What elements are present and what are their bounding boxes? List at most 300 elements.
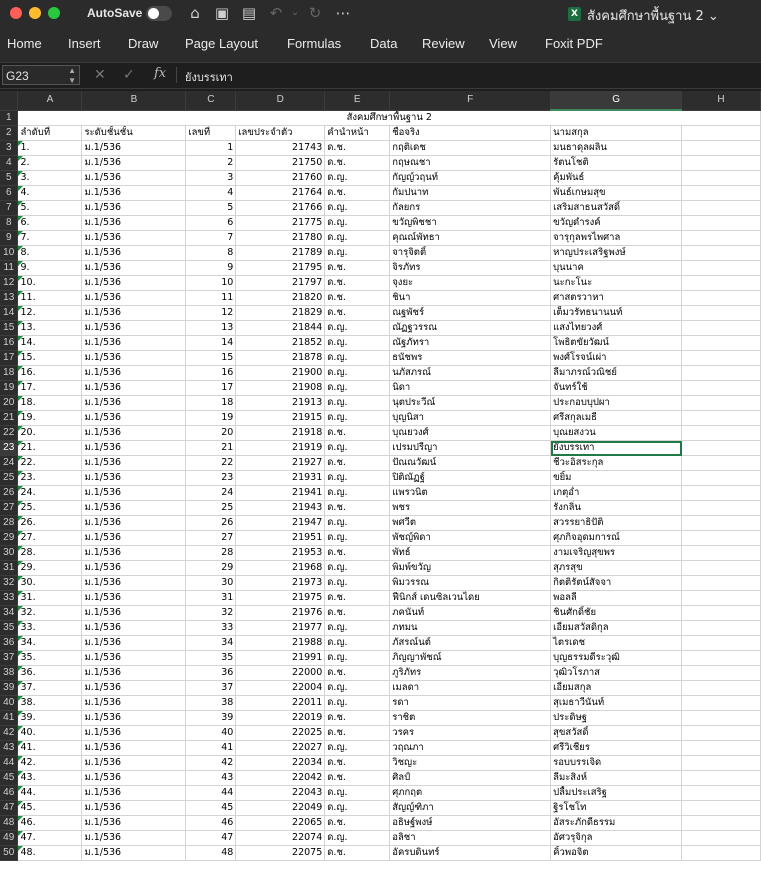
cell[interactable]: ด.ช.: [325, 291, 390, 306]
row-header[interactable]: 3: [0, 141, 18, 156]
cell[interactable]: ประดิษฐ: [551, 711, 682, 726]
cell[interactable]: [682, 606, 761, 621]
cell[interactable]: กัญญ์วฤนท์: [390, 171, 551, 186]
cell[interactable]: บุณยสงวน: [551, 426, 682, 441]
cell[interactable]: 20: [186, 426, 236, 441]
cell[interactable]: 41.: [18, 741, 82, 756]
row-header[interactable]: 42: [0, 726, 18, 741]
cell[interactable]: รังกลิ่น: [551, 501, 682, 516]
cell[interactable]: 25.: [18, 501, 82, 516]
cell[interactable]: รัตนโชติ: [551, 156, 682, 171]
cell[interactable]: เอี่ยมสวัสดิกุล: [551, 621, 682, 636]
cell[interactable]: ม.1/536: [82, 816, 186, 831]
cell[interactable]: ณัฏฐวรรณ: [390, 321, 551, 336]
cell[interactable]: ด.ญ.: [325, 351, 390, 366]
cell[interactable]: 21918: [236, 426, 325, 441]
cell[interactable]: ด.ช.: [325, 591, 390, 606]
cell[interactable]: 22034: [236, 756, 325, 771]
cell[interactable]: ด.ญ.: [325, 621, 390, 636]
cell[interactable]: ม.1/536: [82, 591, 186, 606]
save-icon[interactable]: ▣: [214, 4, 230, 22]
cell[interactable]: [682, 246, 761, 261]
cell[interactable]: 36.: [18, 666, 82, 681]
cell[interactable]: ม.1/536: [82, 336, 186, 351]
cell[interactable]: [682, 561, 761, 576]
row-header[interactable]: 12: [0, 276, 18, 291]
row-header[interactable]: 45: [0, 771, 18, 786]
cell[interactable]: ด.ญ.: [325, 321, 390, 336]
menu-draw[interactable]: Draw: [128, 36, 159, 51]
zoom-window-icon[interactable]: [48, 7, 60, 19]
cell[interactable]: นภัสภรณ์: [390, 366, 551, 381]
cell[interactable]: 19: [186, 411, 236, 426]
cell[interactable]: ม.1/536: [82, 456, 186, 471]
cell[interactable]: 11: [186, 291, 236, 306]
cell[interactable]: 3.: [18, 171, 82, 186]
cell[interactable]: พัชญ์พิดา: [390, 531, 551, 546]
cell[interactable]: [682, 411, 761, 426]
cell[interactable]: 21878: [236, 351, 325, 366]
cell[interactable]: 2: [186, 156, 236, 171]
cell[interactable]: 1: [186, 141, 236, 156]
cell[interactable]: แสงไทยวงศ์: [551, 321, 682, 336]
header-cell[interactable]: ลำดับที่: [18, 126, 82, 141]
cell[interactable]: [682, 516, 761, 531]
cell[interactable]: 22004: [236, 681, 325, 696]
cell[interactable]: 4.: [18, 186, 82, 201]
cell[interactable]: งามเจริญสุขพร: [551, 546, 682, 561]
cancel-formula-icon[interactable]: ✕: [94, 67, 106, 83]
cell[interactable]: 48.: [18, 846, 82, 861]
row-header[interactable]: 9: [0, 231, 18, 246]
cell[interactable]: 13.: [18, 321, 82, 336]
cell[interactable]: ปลื้มประเสริฐ: [551, 786, 682, 801]
cell[interactable]: 5: [186, 201, 236, 216]
document-title[interactable]: สังคมศึกษาพื้นฐาน 2 ⌄: [587, 9, 719, 24]
undo-dropdown-icon[interactable]: ⌄: [290, 7, 300, 18]
cell[interactable]: ม.1/536: [82, 801, 186, 816]
cell[interactable]: 28: [186, 546, 236, 561]
cell[interactable]: 7.: [18, 231, 82, 246]
row-header[interactable]: 11: [0, 261, 18, 276]
cell[interactable]: ม.1/536: [82, 306, 186, 321]
cell[interactable]: 22042: [236, 771, 325, 786]
cell[interactable]: ลีมะสิงห์: [551, 771, 682, 786]
menu-foxit-pdf[interactable]: Foxit PDF: [545, 36, 603, 51]
cell[interactable]: ม.1/536: [82, 711, 186, 726]
cell[interactable]: 21991: [236, 651, 325, 666]
cell[interactable]: 6: [186, 216, 236, 231]
cell[interactable]: ด.ช.: [325, 141, 390, 156]
column-header-d[interactable]: D: [236, 91, 325, 110]
cell[interactable]: ศรีสกุลเมธี: [551, 411, 682, 426]
cell[interactable]: วฤณภา: [390, 741, 551, 756]
cell[interactable]: ด.ญ.: [325, 201, 390, 216]
cell[interactable]: กฤติเดช: [390, 141, 551, 156]
row-header[interactable]: 31: [0, 561, 18, 576]
cell[interactable]: ม.1/536: [82, 396, 186, 411]
redo-icon[interactable]: ↻: [308, 4, 322, 22]
row-header[interactable]: 14: [0, 306, 18, 321]
cell[interactable]: ม.1/536: [82, 351, 186, 366]
cell[interactable]: 21900: [236, 366, 325, 381]
cell[interactable]: ม.1/536: [82, 531, 186, 546]
cell[interactable]: ม.1/536: [82, 261, 186, 276]
cell[interactable]: ไตรเดช: [551, 636, 682, 651]
cell[interactable]: จิรภัทร: [390, 261, 551, 276]
cell[interactable]: 21852: [236, 336, 325, 351]
cell[interactable]: ด.ญ.: [325, 396, 390, 411]
cell[interactable]: ม.1/536: [82, 171, 186, 186]
cell[interactable]: กิตติรัตน์สัจจา: [551, 576, 682, 591]
cell[interactable]: 7: [186, 231, 236, 246]
cell[interactable]: [682, 666, 761, 681]
row-header[interactable]: 6: [0, 186, 18, 201]
cell[interactable]: 16: [186, 366, 236, 381]
cell[interactable]: 3: [186, 171, 236, 186]
cell[interactable]: ด.ญ.: [325, 561, 390, 576]
row-header[interactable]: 4: [0, 156, 18, 171]
cell[interactable]: 22027: [236, 741, 325, 756]
header-cell[interactable]: เลขประจำตัว: [236, 126, 325, 141]
cell[interactable]: กัมปนาท: [390, 186, 551, 201]
cell[interactable]: [682, 186, 761, 201]
cell[interactable]: 21775: [236, 216, 325, 231]
cell[interactable]: 26: [186, 516, 236, 531]
cell[interactable]: ม.1/536: [82, 231, 186, 246]
cell[interactable]: 45.: [18, 801, 82, 816]
row-header[interactable]: 24: [0, 456, 18, 471]
cell[interactable]: 10.: [18, 276, 82, 291]
cell[interactable]: 21968: [236, 561, 325, 576]
row-header[interactable]: 47: [0, 801, 18, 816]
row-header[interactable]: 21: [0, 411, 18, 426]
cell[interactable]: ด.ญ.: [325, 441, 390, 456]
row-header[interactable]: 19: [0, 381, 18, 396]
cell[interactable]: 21953: [236, 546, 325, 561]
cell[interactable]: ด.ญ.: [325, 381, 390, 396]
cell[interactable]: 37: [186, 681, 236, 696]
header-cell[interactable]: นามสกุล: [551, 126, 682, 141]
cell[interactable]: นุตประวีณ์: [390, 396, 551, 411]
cell[interactable]: ปิติณัฏฐ์: [390, 471, 551, 486]
cell[interactable]: 21908: [236, 381, 325, 396]
sheet-title-cell[interactable]: สังคมศึกษาพื้นฐาน 2: [18, 110, 761, 126]
cell[interactable]: ด.ญ.: [325, 471, 390, 486]
cell[interactable]: ม.1/536: [82, 636, 186, 651]
column-header-f[interactable]: F: [390, 91, 551, 110]
cell[interactable]: 23: [186, 471, 236, 486]
cell[interactable]: 21973: [236, 576, 325, 591]
row-header[interactable]: 30: [0, 546, 18, 561]
cell[interactable]: ด.ช.: [325, 456, 390, 471]
cell[interactable]: [682, 426, 761, 441]
cell[interactable]: 48: [186, 846, 236, 861]
cell[interactable]: 30: [186, 576, 236, 591]
row-header[interactable]: 40: [0, 696, 18, 711]
cell[interactable]: ม.1/536: [82, 441, 186, 456]
cell[interactable]: 34.: [18, 636, 82, 651]
cell[interactable]: ม.1/536: [82, 561, 186, 576]
cell[interactable]: บุญนิสา: [390, 411, 551, 426]
cell[interactable]: อัสระภักดีธรรม: [551, 816, 682, 831]
cell[interactable]: วุฒิวโรภาส: [551, 666, 682, 681]
cell[interactable]: 22000: [236, 666, 325, 681]
cell[interactable]: 28.: [18, 546, 82, 561]
cell[interactable]: 21927: [236, 456, 325, 471]
header-cell[interactable]: [682, 126, 761, 141]
cell[interactable]: เปรมปรีญา: [390, 441, 551, 456]
cell[interactable]: [682, 141, 761, 156]
row-header[interactable]: 44: [0, 756, 18, 771]
cell[interactable]: 13: [186, 321, 236, 336]
cell[interactable]: ศรีวิเชียร: [551, 741, 682, 756]
cell[interactable]: ด.ช.: [325, 426, 390, 441]
more-icon[interactable]: ⋯: [335, 4, 351, 22]
cell[interactable]: ธนัชพร: [390, 351, 551, 366]
cell[interactable]: 21943: [236, 501, 325, 516]
row-header[interactable]: 36: [0, 636, 18, 651]
cell[interactable]: 35: [186, 651, 236, 666]
cell[interactable]: 2.: [18, 156, 82, 171]
cell[interactable]: ม.1/536: [82, 291, 186, 306]
column-header-h[interactable]: H: [682, 91, 761, 110]
cell[interactable]: อธิษฐ์พงษ์: [390, 816, 551, 831]
cell[interactable]: สัญญ์ฑิภา: [390, 801, 551, 816]
cell[interactable]: 17: [186, 381, 236, 396]
cell[interactable]: ด.ญ.: [325, 681, 390, 696]
cell[interactable]: ด.ช.: [325, 756, 390, 771]
cell[interactable]: [682, 351, 761, 366]
cell[interactable]: ม.1/536: [82, 846, 186, 861]
cell[interactable]: ม.1/536: [82, 516, 186, 531]
cell[interactable]: ด.ญ.: [325, 531, 390, 546]
cell[interactable]: ม.1/536: [82, 216, 186, 231]
cell[interactable]: ม.1/536: [82, 471, 186, 486]
worksheet-grid[interactable]: [0, 91, 761, 872]
minimize-window-icon[interactable]: [29, 7, 41, 19]
cell[interactable]: ด.ช.: [325, 261, 390, 276]
menu-home[interactable]: Home: [7, 36, 42, 51]
cell[interactable]: [682, 711, 761, 726]
cell[interactable]: 38: [186, 696, 236, 711]
cell[interactable]: 29.: [18, 561, 82, 576]
cell[interactable]: 47.: [18, 831, 82, 846]
cell[interactable]: จารุกุลพรไพศาล: [551, 231, 682, 246]
row-header[interactable]: 49: [0, 831, 18, 846]
cell[interactable]: 27: [186, 531, 236, 546]
cell[interactable]: ด.ญ.: [325, 636, 390, 651]
cell[interactable]: 18: [186, 396, 236, 411]
cell[interactable]: ศาสตรวาหา: [551, 291, 682, 306]
cell[interactable]: [682, 576, 761, 591]
cell[interactable]: รดา: [390, 696, 551, 711]
header-cell[interactable]: ชื่อจริง: [390, 126, 551, 141]
cell[interactable]: 4: [186, 186, 236, 201]
cell[interactable]: 44: [186, 786, 236, 801]
cell[interactable]: 22075: [236, 846, 325, 861]
cell[interactable]: ขยิ้ม: [551, 471, 682, 486]
cell[interactable]: ม.1/536: [82, 681, 186, 696]
cell[interactable]: ด.ช.: [325, 306, 390, 321]
cell[interactable]: พงศ์โรจน์เผ่า: [551, 351, 682, 366]
cell[interactable]: ด.ช.: [325, 186, 390, 201]
cell[interactable]: วิชญะ: [390, 756, 551, 771]
cell[interactable]: 21820: [236, 291, 325, 306]
cell[interactable]: [682, 831, 761, 846]
row-header[interactable]: 39: [0, 681, 18, 696]
cell[interactable]: 31: [186, 591, 236, 606]
insert-function-icon[interactable]: fx: [154, 66, 167, 81]
cell[interactable]: เต็มวรัทธนานนท์: [551, 306, 682, 321]
menu-view[interactable]: View: [489, 36, 517, 51]
name-box-stepper-icon[interactable]: ▲ ▼: [68, 66, 76, 85]
cell[interactable]: เอี่ยมสกุล: [551, 681, 682, 696]
cell[interactable]: 17.: [18, 381, 82, 396]
cell[interactable]: ด.ช.: [325, 546, 390, 561]
cell[interactable]: [682, 696, 761, 711]
cell[interactable]: ด.ช.: [325, 606, 390, 621]
cell[interactable]: พอลลี: [551, 591, 682, 606]
cell[interactable]: [682, 306, 761, 321]
cell[interactable]: ภัสรณ์นต์: [390, 636, 551, 651]
row-header[interactable]: 48: [0, 816, 18, 831]
cell[interactable]: 21975: [236, 591, 325, 606]
cell[interactable]: [682, 726, 761, 741]
cell[interactable]: [682, 441, 761, 456]
cell[interactable]: [682, 231, 761, 246]
row-header[interactable]: 18: [0, 366, 18, 381]
cell[interactable]: ม.1/536: [82, 141, 186, 156]
header-cell[interactable]: คำนำหน้า: [325, 126, 390, 141]
cell[interactable]: 22025: [236, 726, 325, 741]
row-header[interactable]: 34: [0, 606, 18, 621]
cell[interactable]: [682, 156, 761, 171]
cell[interactable]: ประกอบบุปผา: [551, 396, 682, 411]
cell[interactable]: บุนนาค: [551, 261, 682, 276]
save-as-icon[interactable]: ▤: [241, 4, 257, 22]
cell[interactable]: เสริมสาธนสวัสดิ์: [551, 201, 682, 216]
cell[interactable]: ด.ญ.: [325, 516, 390, 531]
cell[interactable]: [682, 531, 761, 546]
cell[interactable]: 22: [186, 456, 236, 471]
cell[interactable]: 15: [186, 351, 236, 366]
cell[interactable]: 22.: [18, 456, 82, 471]
cell[interactable]: ม.1/536: [82, 381, 186, 396]
cell[interactable]: ด.ญ.: [325, 651, 390, 666]
cell[interactable]: แพรวนิต: [390, 486, 551, 501]
cell[interactable]: [682, 591, 761, 606]
row-header[interactable]: 41: [0, 711, 18, 726]
cell[interactable]: ม.1/536: [82, 501, 186, 516]
cell[interactable]: [682, 201, 761, 216]
cell[interactable]: 21797: [236, 276, 325, 291]
cell[interactable]: [682, 276, 761, 291]
cell[interactable]: ด.ญ.: [325, 741, 390, 756]
cell[interactable]: สุภรสุข: [551, 561, 682, 576]
column-header-b[interactable]: B: [82, 91, 186, 110]
cell[interactable]: [682, 471, 761, 486]
header-cell[interactable]: เลขที่: [186, 126, 236, 141]
confirm-formula-icon[interactable]: ✓: [123, 67, 135, 83]
cell[interactable]: 42.: [18, 756, 82, 771]
cell[interactable]: ม.1/536: [82, 651, 186, 666]
menu-formulas[interactable]: Formulas: [287, 36, 342, 51]
cell[interactable]: ม.1/536: [82, 426, 186, 441]
cell[interactable]: 23.: [18, 471, 82, 486]
cell[interactable]: 22011: [236, 696, 325, 711]
cell[interactable]: 46.: [18, 816, 82, 831]
cell[interactable]: [682, 261, 761, 276]
row-header[interactable]: 23: [0, 441, 18, 456]
cell[interactable]: ราชิต: [390, 711, 551, 726]
cell[interactable]: ม.1/536: [82, 411, 186, 426]
cell[interactable]: [682, 741, 761, 756]
column-header-g[interactable]: G: [551, 91, 682, 110]
cell[interactable]: ด.ญ.: [325, 486, 390, 501]
cell[interactable]: พชร: [390, 501, 551, 516]
cell[interactable]: 21844: [236, 321, 325, 336]
cell[interactable]: ด.ญ.: [325, 216, 390, 231]
cell[interactable]: ฟีนิกส์ เดนซิลเวนไดย: [390, 591, 551, 606]
cell[interactable]: 21976: [236, 606, 325, 621]
home-icon[interactable]: ⌂: [190, 4, 200, 22]
row-header[interactable]: 50: [0, 846, 18, 861]
cell[interactable]: 32.: [18, 606, 82, 621]
cell[interactable]: 41: [186, 741, 236, 756]
row-header[interactable]: 32: [0, 576, 18, 591]
cell[interactable]: ด.ช.: [325, 816, 390, 831]
cell[interactable]: [682, 771, 761, 786]
cell[interactable]: [682, 501, 761, 516]
close-window-icon[interactable]: [10, 7, 22, 19]
cell[interactable]: 22074: [236, 831, 325, 846]
cell[interactable]: ด.ญ.: [325, 366, 390, 381]
cell[interactable]: ม.1/536: [82, 786, 186, 801]
cell[interactable]: ชีวะอิสระกุล: [551, 456, 682, 471]
cell[interactable]: ขวัญดำรงค์: [551, 216, 682, 231]
cell[interactable]: 1.: [18, 141, 82, 156]
cell[interactable]: พศวีต: [390, 516, 551, 531]
cell[interactable]: โพธิตขัยวัฒน์: [551, 336, 682, 351]
cell[interactable]: ด.ญ.: [325, 801, 390, 816]
cell[interactable]: 33.: [18, 621, 82, 636]
cell[interactable]: ฐิรโชโท: [551, 801, 682, 816]
cell[interactable]: [682, 486, 761, 501]
cell[interactable]: พัทธ์: [390, 546, 551, 561]
cell[interactable]: 24.: [18, 486, 82, 501]
cell[interactable]: 18.: [18, 396, 82, 411]
cell[interactable]: ศุภกิจอุดมการณ์: [551, 531, 682, 546]
cell[interactable]: ด.ญ.: [325, 411, 390, 426]
cell[interactable]: ม.1/536: [82, 621, 186, 636]
cell[interactable]: 21764: [236, 186, 325, 201]
formula-input[interactable]: ยังบรรเทา: [185, 71, 233, 84]
cell[interactable]: ภูริภัทร: [390, 666, 551, 681]
cell[interactable]: ด.ญ.: [325, 831, 390, 846]
cell[interactable]: 21829: [236, 306, 325, 321]
cell[interactable]: 14: [186, 336, 236, 351]
row-header[interactable]: 13: [0, 291, 18, 306]
cell[interactable]: ม.1/536: [82, 726, 186, 741]
cell[interactable]: 30.: [18, 576, 82, 591]
cell[interactable]: 8: [186, 246, 236, 261]
cell[interactable]: ม.1/536: [82, 276, 186, 291]
row-header[interactable]: 10: [0, 246, 18, 261]
cell[interactable]: 22049: [236, 801, 325, 816]
cell[interactable]: 21941: [236, 486, 325, 501]
cell[interactable]: [682, 381, 761, 396]
